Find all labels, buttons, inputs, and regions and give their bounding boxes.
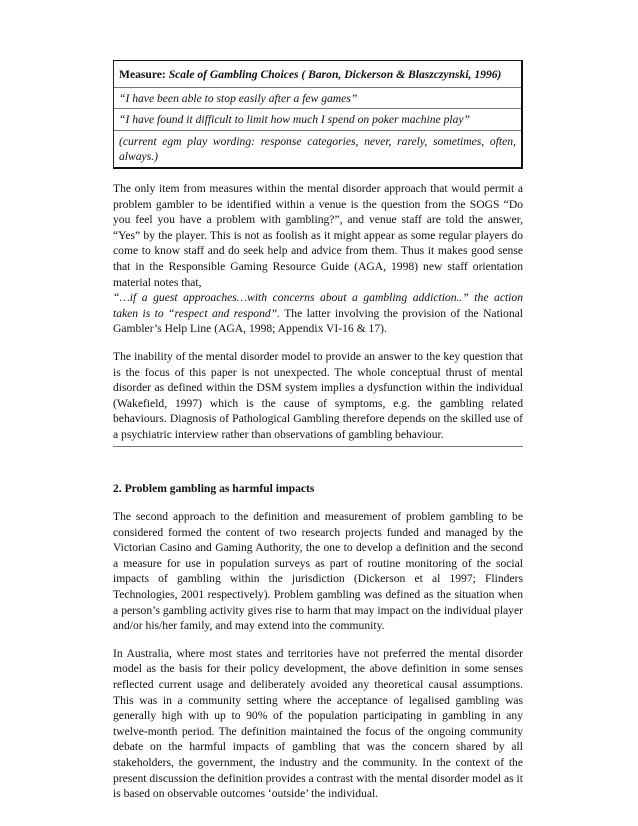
- paragraph-1-quote: “…if a guest approaches…with concerns about a gambling addiction..” the action taken is to “respect and respond”.: [113, 291, 523, 320]
- paragraph-4: In Australia, where most states and territories have not preferred the mental disorder model as the basis for their policy development, the above definition in some senses reflected current usage and deliberately avoided any theoretical causal assumptions. This was in a community setting where the acceptance of legalised gambling was generally high with up to 90% of the population participating in gambling in any twelve-month period. The definition maintained the focus of the ongoing community debate on the harmful impacts of gambling that was the concern shared by all stakeholders, the government, the industry and the community. In the context of the present discussion the definition provides a contrast with the mental disorder model as it is based on observable outcomes ‘outside’ the individual.: [113, 646, 523, 801]
- divider: [113, 446, 523, 447]
- paragraph-3: The second approach to the definition and measurement of problem gambling to be considered formed the content of two research projects funded and managed by the Victorian Casino and Gaming Authority, the one to develop a definition and the second a measure for use in population surveys as part of routine monitoring of the social impacts of gambling within the jurisdiction (Dickerson et al 1997; Flinders Technologies, 2001 respectively). Problem gambling was defined as the situation when a person’s gambling activity gives rise to harm that may impact on the individual player and/or his/her family, and may extend into the community.: [113, 510, 523, 633]
- measure-box: [113, 60, 523, 169]
- measure-title: Scale of Gambling Choices ( Baron, Dickerson & Blaszczynski, 1996): [168, 68, 502, 81]
- measure-note: (current egm play wording: response categories, never, rarely, sometimes, often, always.): [114, 130, 521, 167]
- measure-title-row: [114, 61, 521, 87]
- measure-label: Measure:: [119, 68, 166, 81]
- paragraph-2: The inability of the mental disorder model to provide an answer to the key question that is the focus of this paper is not unexpected. The whole conceptual thrust of mental disorder as defined within the DSM system implies a dysfunction within the individual (Wakefield, 1997) which is the cause of symptoms, e.g. the gambling related behaviours. Diagnosis of Pathological Gambling therefore depends on the skilled use of a psychiatric interview rather than observations of gambling behaviour.: [113, 349, 523, 441]
- measure-item-2: “I have found it difficult to limit how much I spend on poker machine play”: [114, 108, 521, 130]
- measure-item-1: “I have been able to stop easily after a few games”: [114, 87, 521, 109]
- paragraph-1-text-a: The only item from measures within the mental disorder approach that would permit a problem gambler to be identified within a venue is the question from the SOGS “Do you feel you have a problem with gambling?”, and venue staff are told the answer, “Yes” by the player. This is not as foolish as it might appear as some regular players do come to know staff and do seek help and advice from them. Thus it makes good sense that in the Responsible Gaming Resource Guide (AGA, 1998) new staff orientation material notes that,: [113, 181, 523, 289]
- document-page: [113, 60, 523, 802]
- paragraph-1: [113, 181, 523, 337]
- paragraph-1-text-b: The latter involving the provision of the National Gambler’s Help Line (AGA, 1998; Appendix VI-16 & 17).: [113, 306, 523, 336]
- section-heading: 2. Problem gambling as harmful impacts: [113, 482, 315, 496]
